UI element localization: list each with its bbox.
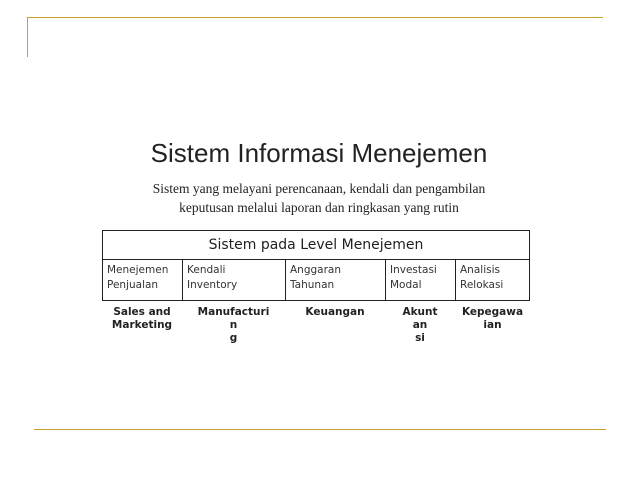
function-line: si [415,332,425,344]
cell-line: Anggaran [290,264,342,276]
table-cell-investment [386,260,456,300]
function-label-accounting [385,306,455,345]
table-cell-budget [286,260,386,300]
cell-line: Menejemen [107,264,169,276]
subtitle-line: Sistem yang melayani perencanaan, kendali dan pengambilan [152,181,486,196]
function-line: ian [483,319,502,331]
function-label-sales [102,306,182,345]
cell-line: Relokasi [460,279,504,291]
cell-line: Kendali [187,264,226,276]
decorative-left-line [27,17,28,57]
function-line: Keuangan [305,306,365,318]
table-cell-sales [103,260,183,300]
function-line: Manufacturin [197,306,270,331]
function-line: g [229,332,238,344]
function-label-manufacturing [182,306,285,345]
table-cell-inventory [183,260,286,300]
cell-line: Investasi [390,264,437,276]
function-line: Kepegawa [461,306,524,318]
cell-line: Modal [390,279,422,291]
function-label-finance [285,306,385,345]
slide-title: Sistem Informasi Menejemen [150,138,488,168]
function-label-hr [455,306,530,345]
cell-line: Tahunan [290,279,335,291]
management-level-table [102,230,530,301]
cell-line: Analisis [460,264,500,276]
table-row [103,260,529,300]
cell-line: Penjualan [107,279,159,291]
subtitle-line: keputusan melalui laporan dan ringkasan yang rutin [179,200,459,215]
decorative-bottom-line [34,429,606,430]
functional-areas [102,306,530,345]
function-line: Akuntan [402,306,438,331]
function-line: Sales and [113,306,171,318]
table-header: Sistem pada Level Menejemen [103,231,529,260]
function-line: Marketing [111,319,173,331]
decorative-top-line [27,17,603,18]
table-cell-relocation [456,260,529,300]
cell-line: Inventory [187,279,238,291]
slide-subtitle [0,179,638,217]
